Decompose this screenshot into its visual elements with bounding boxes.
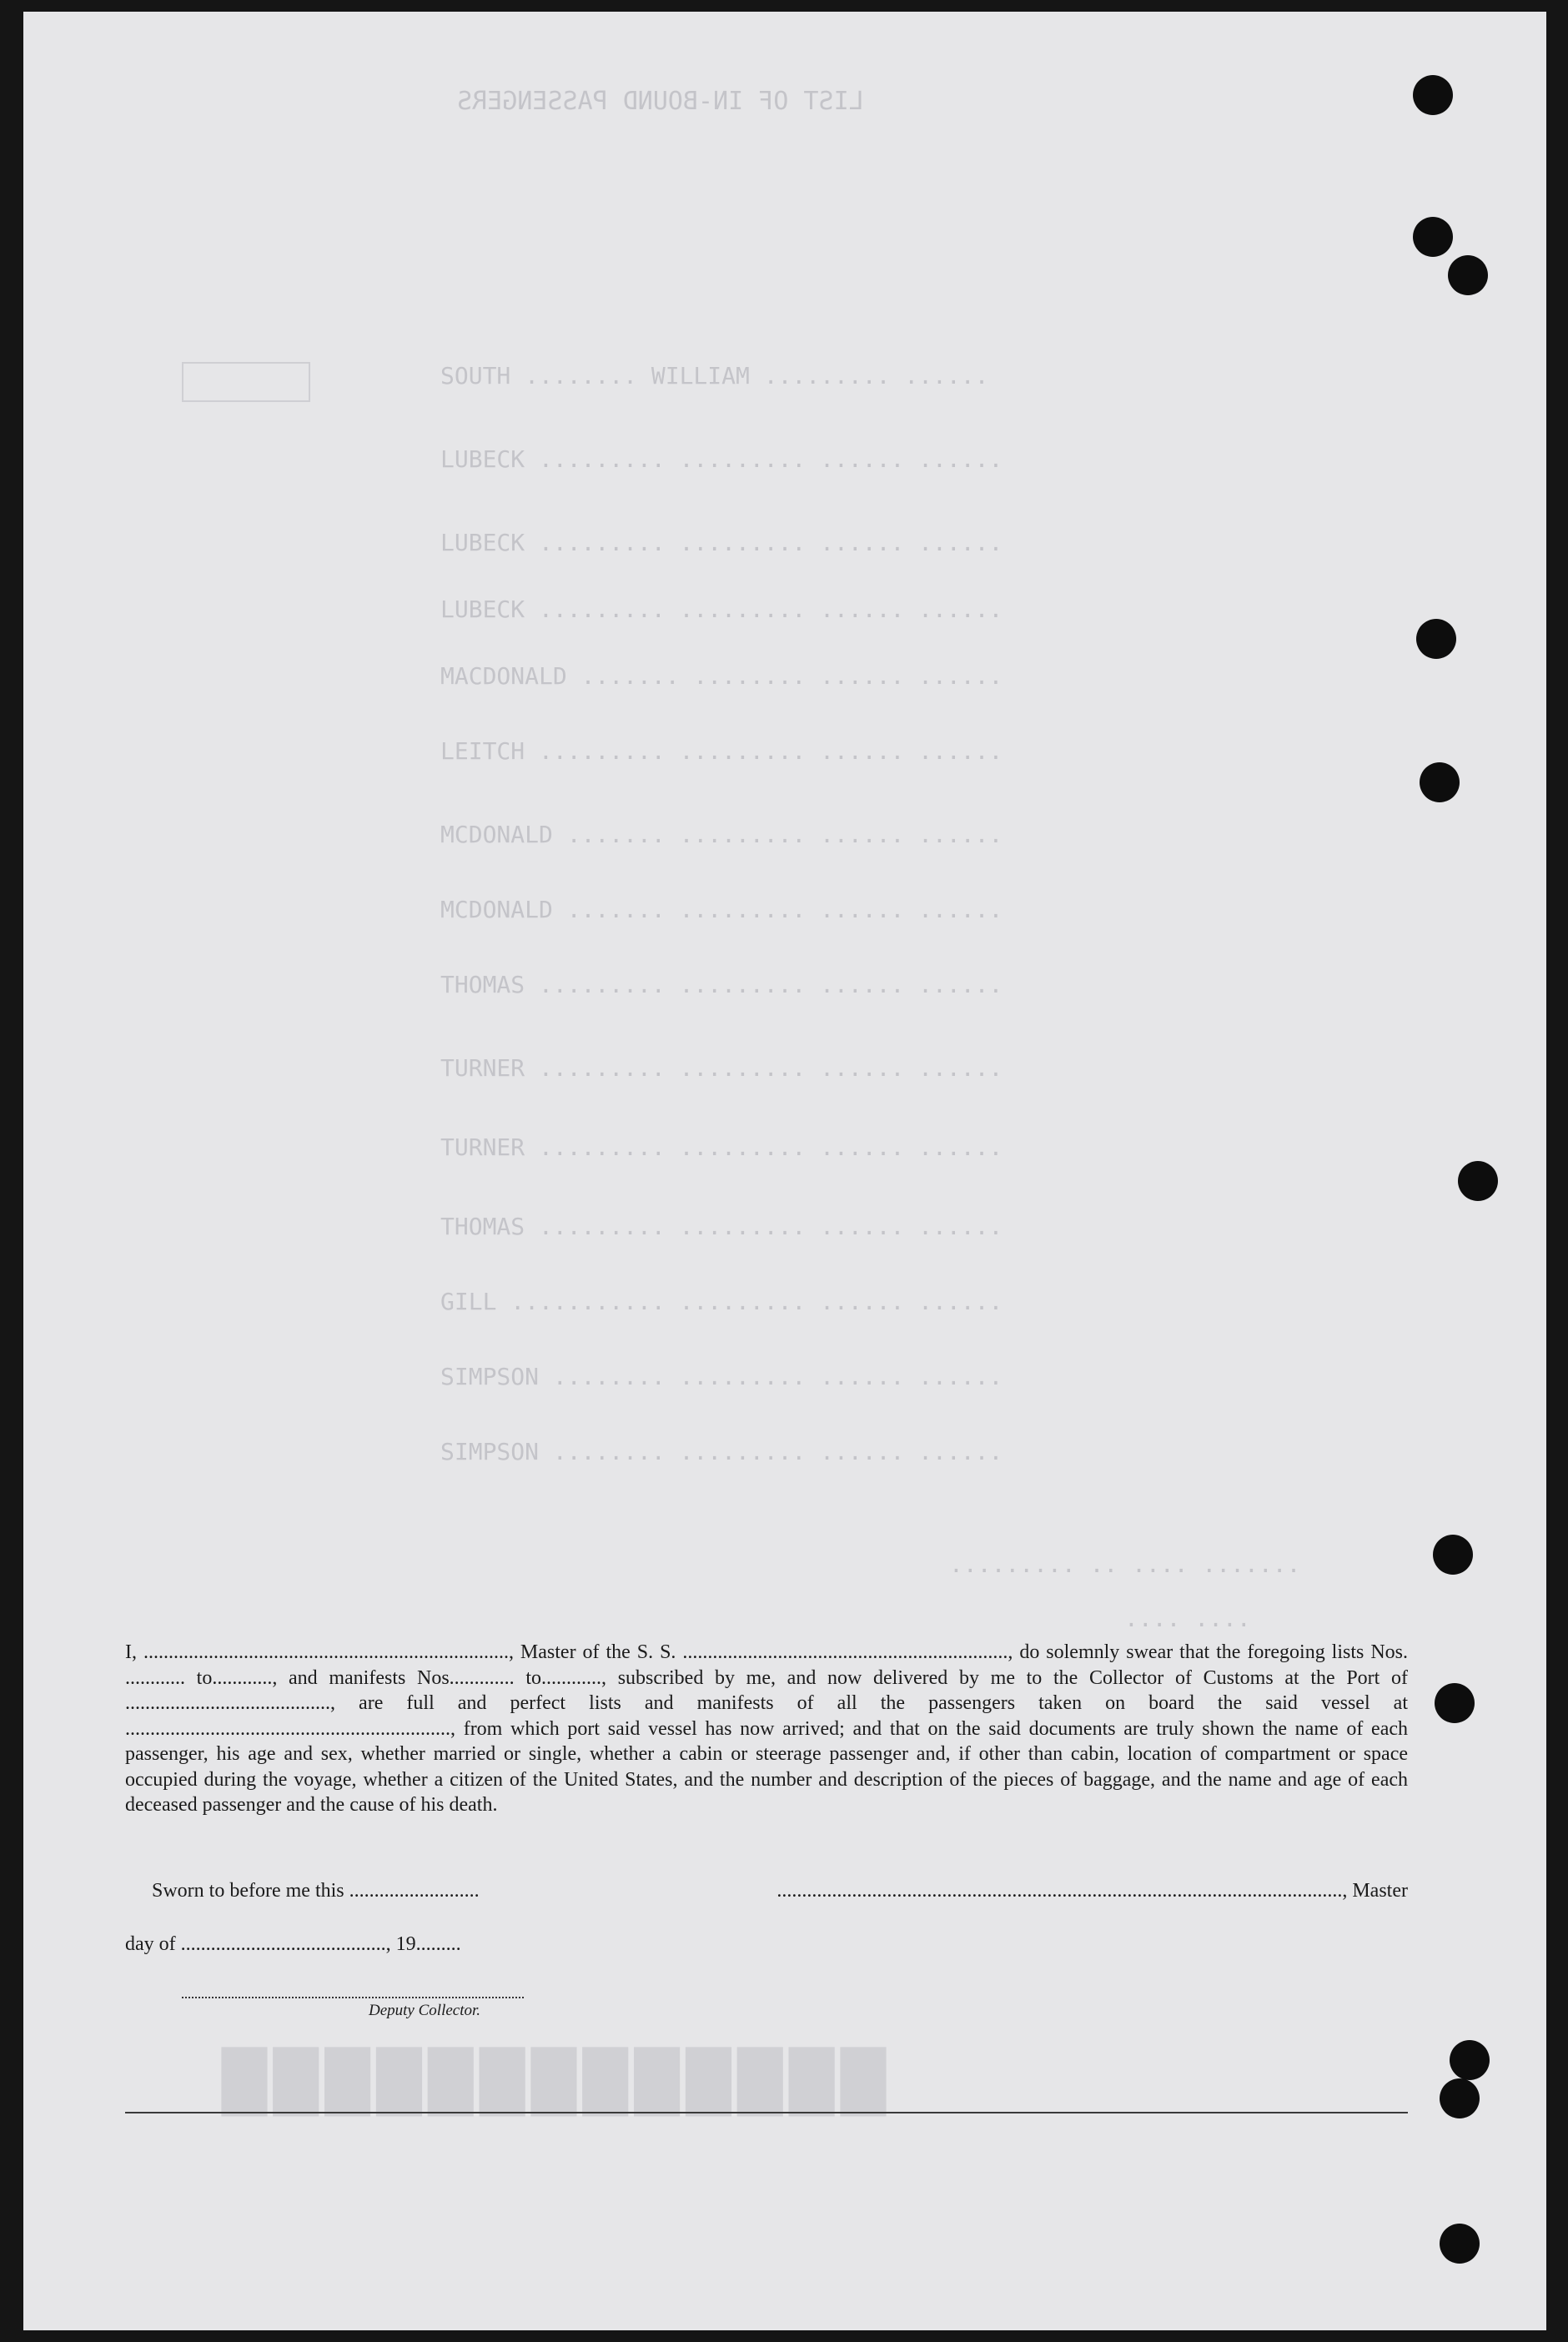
manifest-page: LIST OF IN-BOUND PASSENGERS SOUTH ........ WILLIAM ......... ...... LUBECK ......... ......... ...... ...... LUBECK ......... ......... ...... ...... LUBECK ......... ......... ...... ...... MACDONALD ....... ........ ...... ...... LEITCH ......... ......... ...... ...... MCDONALD ....... ......... ...... ...... MCDONALD ....... ......... ...... ...... THOMAS ......... ......... ...... ...... TURNER ......... ......... ...... ...... TURNER ......... ......... ...... ...... THOMAS ......... ......... ...... ...... GILL ........... ......... ...... ...... SIMPSON ........ ......... ...... ...... SIMPSON ........ ......... ...... ...... ......... .. .... ....... .... .... █████████████ I, ........................................................................., Master of the S. S. ................................................................., do solemnly swear that the foregoing lists Nos. ............ to............, and manifests Nos............. to............, subscribed by me, and now delivered by me to the Collector of Customs at the Port of ........................................., are full and perfect lists and manifests of all the passengers taken on board the said vessel at ................................................................., from which port said vessel has now arrived; and that on the said documents are truly shown the name of each passenger, his age and sex, whether married or single, whether a cabin or steerage passenger and, if other than cabin, location of compartment or space occupied during the voyage, whether a citizen of the United States, and the number and description of the pieces of baggage, and the name and age of each deceased passenger and the cause of his death. Sworn to before me this .......................... ................................................................................................................., Master day of ........................................., 19......... Deputy Collector. — [23, 12, 1546, 2330]
punch-hole — [1416, 619, 1456, 659]
deputy-collector-label: Deputy Collector. — [369, 2002, 481, 2019]
punch-hole — [1433, 1535, 1473, 1575]
deputy-signature-line — [182, 1997, 524, 1998]
master-oath-paragraph: I, ........................................................................., Master of the S. S. ................................................................., do solemnly swear that the foregoing lists Nos. ............ to............, and manifests Nos............. to............, subscribed by me, and now delivered by me to the Collector of Customs at the Port of ........................................., are full and perfect lists and manifests of all the passengers taken on board the said vessel at ................................................................., from which port said vessel has now arrived; and that on the said documents are truly shown the name of each passenger, his age and sex, whether married or single, whether a cabin or steerage passenger and, if other than cabin, location of compartment or space occupied during the voyage, whether a citizen of the United States, and the number and description of the pieces of baggage, and the name and age of each deceased passenger and the cause of his death. — [125, 1641, 1408, 1816]
punch-hole — [1435, 1683, 1475, 1723]
punch-hole — [1440, 2078, 1480, 2118]
bottom-divider — [125, 2112, 1408, 2113]
punch-hole — [1420, 762, 1460, 802]
punch-hole — [1458, 1161, 1498, 1201]
punch-hole — [1440, 2224, 1480, 2264]
punch-hole — [1413, 75, 1453, 115]
punch-hole — [1450, 2040, 1490, 2080]
master-signature-line: ................................................................................................................., Master — [776, 1880, 1408, 1902]
punch-hole — [1448, 255, 1488, 295]
punch-hole — [1413, 217, 1453, 257]
day-of-line: day of ........................................., 19......... — [125, 1933, 461, 1955]
sworn-before-line: Sworn to before me this .......................... — [152, 1880, 480, 1902]
